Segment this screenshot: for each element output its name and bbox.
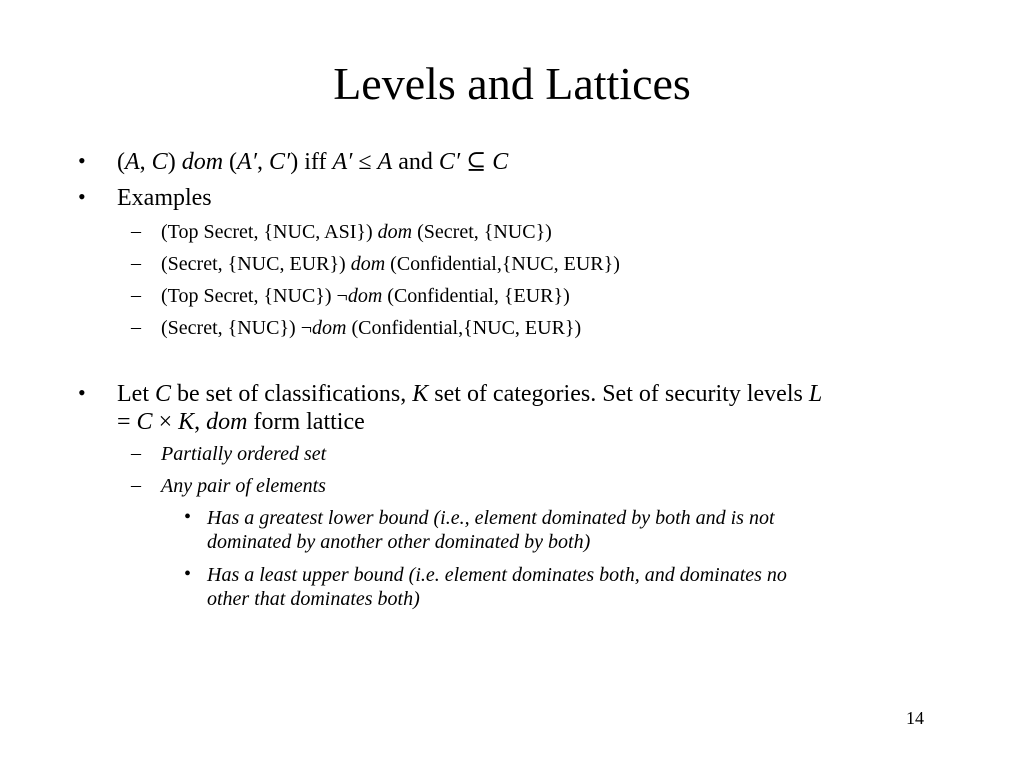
dash-marker: – [131,316,141,338]
dash-marker: – [131,252,141,274]
sub-bullet-marker: • [184,506,192,528]
examples-heading: Examples [117,185,212,211]
pair-item: Any pair of elements [161,475,326,497]
dom-definition: (A, C) dom (A′, C′) iff A′ ≤ A and C′ ⊆ C [117,149,509,175]
bullet-marker: • [78,148,86,173]
slide-title: Levels and Lattices [333,58,691,109]
glb-item-line1: Has a greatest lower bound (i.e., element dominated by both and is not [207,507,775,529]
dash-marker: – [131,474,141,496]
lub-item-line2: other that dominates both) [207,588,420,610]
example-item: (Secret, {NUC, EUR}) dom (Confidential,{NUC, EUR}) [161,253,620,275]
example-item: (Secret, {NUC}) ¬dom (Confidential,{NUC, EUR}) [161,317,582,339]
lattice-statement-line1: Let C be set of classifications, K set of categories. Set of security levels L [117,381,823,407]
dash-marker: – [131,442,141,464]
example-item: (Top Secret, {NUC, ASI}) dom (Secret, {NUC}) [161,221,552,243]
bullet-marker: • [78,184,86,209]
sub-bullet-marker: • [184,563,192,585]
example-item: (Top Secret, {NUC}) ¬dom (Confidential, {EUR}) [161,285,570,307]
lattice-statement-line2: = C × K, dom form lattice [117,409,365,435]
dash-marker: – [131,220,141,242]
lub-item-line1: Has a least upper bound (i.e. element dominates both, and dominates no [207,564,787,586]
page-number: 14 [906,708,924,728]
poset-item: Partially ordered set [161,443,327,465]
bullet-marker: • [78,380,86,405]
dash-marker: – [131,284,141,306]
glb-item-line2: dominated by another other dominated by both) [207,531,591,553]
